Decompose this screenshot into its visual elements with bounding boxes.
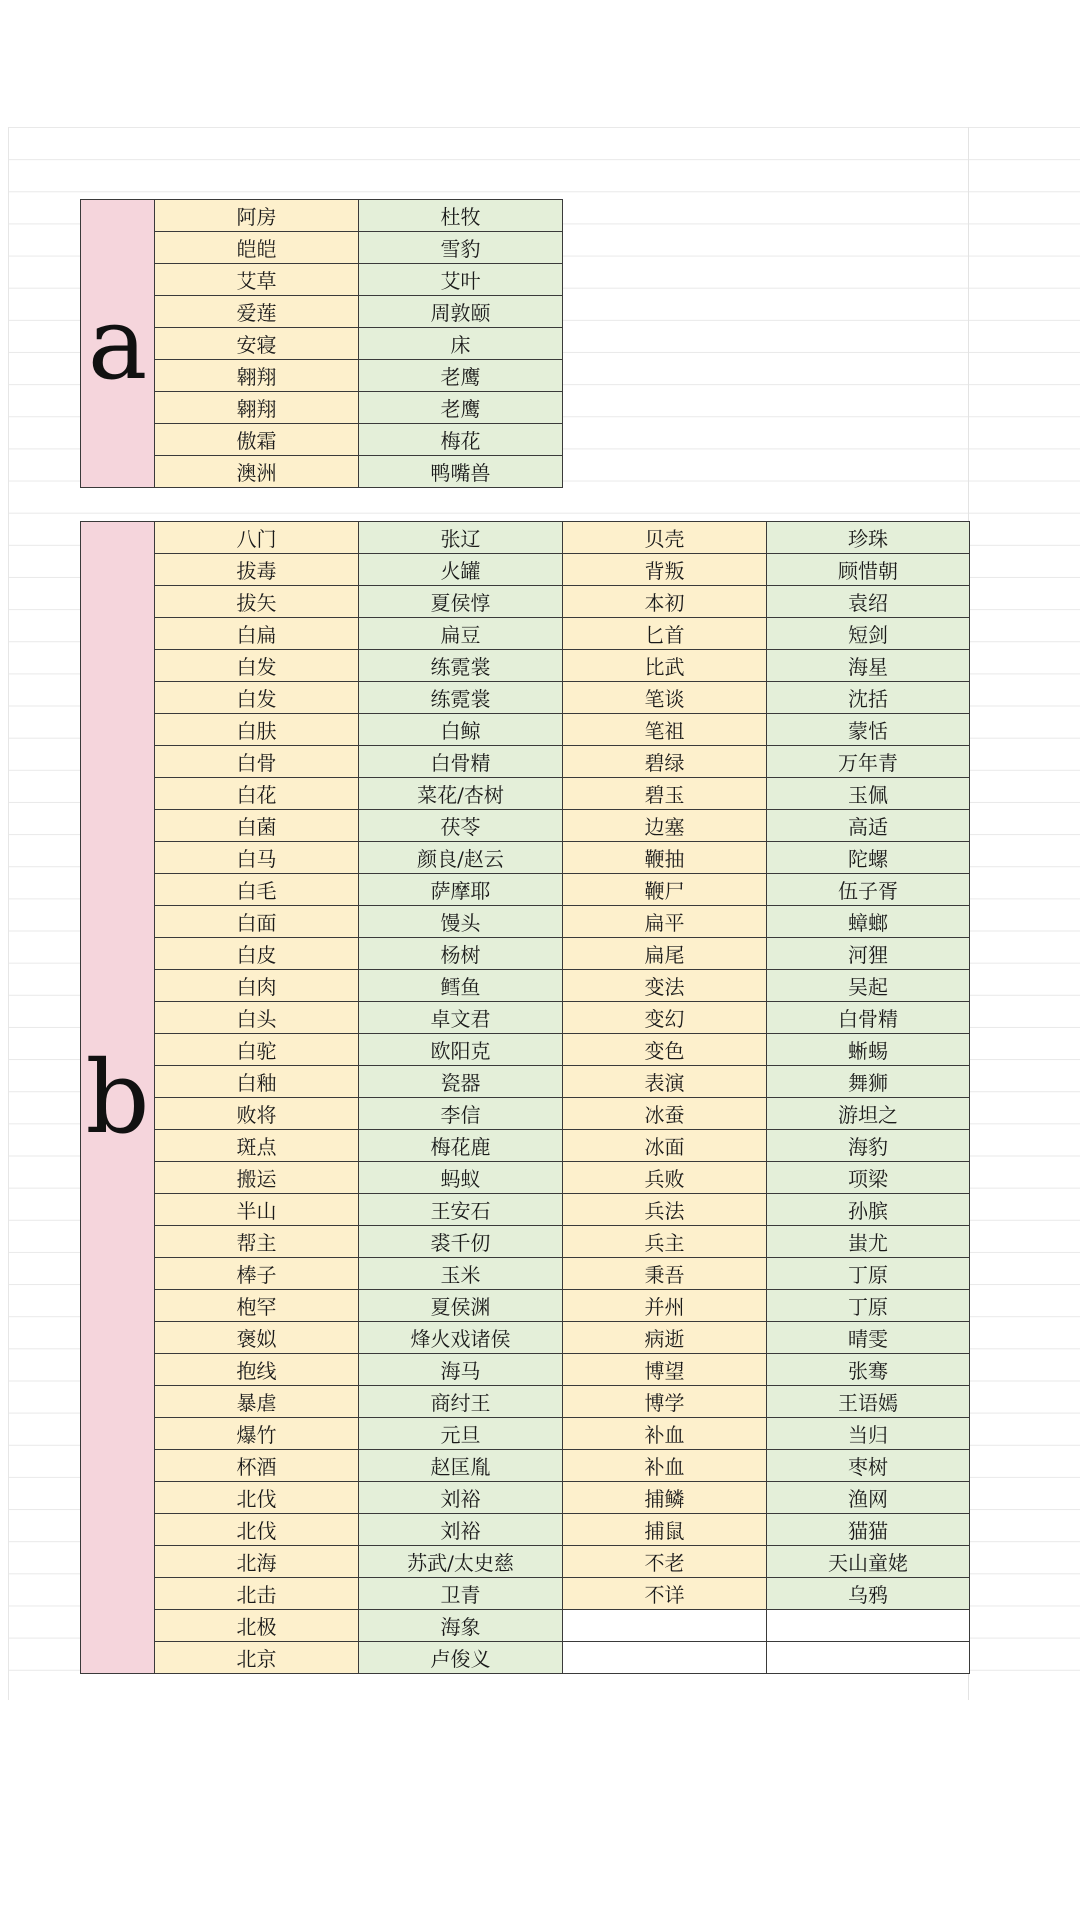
answer-cell[interactable]: 乌鸦 <box>767 1578 970 1610</box>
answer-cell[interactable]: 顾惜朝 <box>767 554 970 586</box>
keyword-cell[interactable]: 扁尾 <box>563 938 767 970</box>
keyword-cell[interactable]: 阿房 <box>155 200 359 232</box>
answer-cell[interactable]: 雪豹 <box>359 232 563 264</box>
table-row <box>81 1130 970 1162</box>
keyword-cell[interactable]: 白发 <box>155 682 359 714</box>
answer-cell[interactable]: 当归 <box>767 1418 970 1450</box>
keyword-cell[interactable]: 白面 <box>155 906 359 938</box>
answer-cell[interactable]: 元旦 <box>359 1418 563 1450</box>
table-row <box>81 1514 970 1546</box>
keyword-cell[interactable]: 白骨 <box>155 746 359 778</box>
answer-cell[interactable]: 烽火戏诸侯 <box>359 1322 563 1354</box>
keyword-cell[interactable]: 博学 <box>563 1386 767 1418</box>
answer-cell[interactable]: 伍子胥 <box>767 874 970 906</box>
answer-cell[interactable]: 蚂蚁 <box>359 1162 563 1194</box>
answer-cell[interactable]: 游坦之 <box>767 1098 970 1130</box>
keyword-cell[interactable]: 败将 <box>155 1098 359 1130</box>
keyword-cell[interactable]: 拔矢 <box>155 586 359 618</box>
answer-cell[interactable]: 王语嫣 <box>767 1386 970 1418</box>
answer-cell[interactable]: 短剑 <box>767 618 970 650</box>
keyword-cell[interactable]: 匕首 <box>563 618 767 650</box>
answer-cell[interactable]: 火罐 <box>359 554 563 586</box>
table-row <box>81 1642 970 1674</box>
answer-cell[interactable]: 卫青 <box>359 1578 563 1610</box>
keyword-cell[interactable]: 斑点 <box>155 1130 359 1162</box>
answer-cell[interactable]: 蒙恬 <box>767 714 970 746</box>
keyword-cell[interactable]: 搬运 <box>155 1162 359 1194</box>
answer-cell[interactable]: 李信 <box>359 1098 563 1130</box>
keyword-cell[interactable]: 帮主 <box>155 1226 359 1258</box>
answer-cell[interactable]: 海豹 <box>767 1130 970 1162</box>
keyword-cell[interactable]: 暴虐 <box>155 1386 359 1418</box>
keyword-cell[interactable]: 边塞 <box>563 810 767 842</box>
keyword-cell[interactable] <box>563 1610 767 1642</box>
section-letter-b[interactable]: b <box>81 522 155 1674</box>
keyword-cell[interactable]: 兵法 <box>563 1194 767 1226</box>
answer-cell[interactable]: 瓷器 <box>359 1066 563 1098</box>
keyword-cell[interactable]: 白肤 <box>155 714 359 746</box>
keyword-cell[interactable]: 白马 <box>155 842 359 874</box>
answer-cell[interactable]: 王安石 <box>359 1194 563 1226</box>
table-row <box>81 842 970 874</box>
answer-cell[interactable] <box>767 1642 970 1674</box>
table-row <box>81 970 970 1002</box>
answer-cell[interactable]: 商纣王 <box>359 1386 563 1418</box>
answer-cell[interactable]: 床 <box>359 328 563 360</box>
keyword-cell[interactable]: 补血 <box>563 1450 767 1482</box>
section-a-table <box>80 199 563 488</box>
table-row <box>81 1450 970 1482</box>
keyword-cell[interactable]: 兵败 <box>563 1162 767 1194</box>
answer-cell[interactable]: 河狸 <box>767 938 970 970</box>
keyword-cell[interactable] <box>563 1642 767 1674</box>
answer-cell[interactable]: 玉佩 <box>767 778 970 810</box>
keyword-cell[interactable]: 兵主 <box>563 1226 767 1258</box>
answer-cell[interactable]: 练霓裳 <box>359 682 563 714</box>
table-row <box>81 1034 970 1066</box>
answer-cell[interactable]: 杨树 <box>359 938 563 970</box>
table-row <box>81 586 970 618</box>
section-letter-a[interactable]: a <box>81 200 155 488</box>
table-row <box>81 1002 970 1034</box>
answer-cell[interactable]: 夏侯渊 <box>359 1290 563 1322</box>
answer-cell[interactable]: 高适 <box>767 810 970 842</box>
answer-cell[interactable]: 茯苓 <box>359 810 563 842</box>
keyword-cell[interactable]: 鞭尸 <box>563 874 767 906</box>
keyword-cell[interactable]: 博望 <box>563 1354 767 1386</box>
keyword-cell[interactable]: 北伐 <box>155 1482 359 1514</box>
keyword-cell[interactable]: 变法 <box>563 970 767 1002</box>
keyword-cell[interactable]: 白菌 <box>155 810 359 842</box>
answer-cell[interactable]: 项梁 <box>767 1162 970 1194</box>
answer-cell[interactable]: 苏武/太史慈 <box>359 1546 563 1578</box>
keyword-cell[interactable]: 鞭抽 <box>563 842 767 874</box>
keyword-cell[interactable]: 扁平 <box>563 906 767 938</box>
keyword-cell[interactable]: 比武 <box>563 650 767 682</box>
answer-cell[interactable]: 梅花鹿 <box>359 1130 563 1162</box>
keyword-cell[interactable]: 碧玉 <box>563 778 767 810</box>
keyword-cell[interactable]: 爱莲 <box>155 296 359 328</box>
table-row <box>81 1098 970 1130</box>
keyword-cell[interactable]: 翱翔 <box>155 360 359 392</box>
answer-cell[interactable]: 渔网 <box>767 1482 970 1514</box>
answer-cell[interactable]: 周敦颐 <box>359 296 563 328</box>
keyword-cell[interactable]: 北伐 <box>155 1514 359 1546</box>
table-row <box>81 1418 970 1450</box>
keyword-cell[interactable]: 傲霜 <box>155 424 359 456</box>
table-row <box>81 554 970 586</box>
keyword-cell[interactable]: 碧绿 <box>563 746 767 778</box>
answer-cell[interactable]: 张骞 <box>767 1354 970 1386</box>
keyword-cell[interactable]: 笔谈 <box>563 682 767 714</box>
keyword-cell[interactable]: 白肉 <box>155 970 359 1002</box>
answer-cell[interactable]: 枣树 <box>767 1450 970 1482</box>
answer-cell[interactable]: 陀螺 <box>767 842 970 874</box>
keyword-cell[interactable]: 白花 <box>155 778 359 810</box>
table-row <box>81 1546 970 1578</box>
keyword-cell[interactable]: 本初 <box>563 586 767 618</box>
table-row <box>81 714 970 746</box>
answer-cell[interactable]: 鳕鱼 <box>359 970 563 1002</box>
keyword-cell[interactable]: 皑皑 <box>155 232 359 264</box>
table-row <box>81 618 970 650</box>
table-row <box>81 1322 970 1354</box>
answer-cell[interactable]: 杜牧 <box>359 200 563 232</box>
answer-cell[interactable]: 梅花 <box>359 424 563 456</box>
answer-cell[interactable]: 吴起 <box>767 970 970 1002</box>
keyword-cell[interactable]: 并州 <box>563 1290 767 1322</box>
answer-cell[interactable]: 白鲸 <box>359 714 563 746</box>
keyword-cell[interactable]: 棒子 <box>155 1258 359 1290</box>
answer-cell[interactable]: 卢俊义 <box>359 1642 563 1674</box>
answer-cell[interactable]: 裘千仞 <box>359 1226 563 1258</box>
keyword-cell[interactable]: 白驼 <box>155 1034 359 1066</box>
answer-cell[interactable]: 蚩尤 <box>767 1226 970 1258</box>
answer-cell[interactable] <box>767 1610 970 1642</box>
answer-cell[interactable]: 欧阳克 <box>359 1034 563 1066</box>
answer-cell[interactable]: 沈括 <box>767 682 970 714</box>
answer-cell[interactable]: 白骨精 <box>767 1002 970 1034</box>
answer-cell[interactable]: 海象 <box>359 1610 563 1642</box>
answer-cell[interactable]: 练霓裳 <box>359 650 563 682</box>
keyword-cell[interactable]: 捕鳞 <box>563 1482 767 1514</box>
table-row <box>81 1482 970 1514</box>
answer-cell[interactable]: 珍珠 <box>767 522 970 554</box>
keyword-cell[interactable]: 拔毒 <box>155 554 359 586</box>
answer-cell[interactable]: 万年青 <box>767 746 970 778</box>
table-row <box>81 200 563 232</box>
answer-cell[interactable]: 卓文君 <box>359 1002 563 1034</box>
answer-cell[interactable]: 刘裕 <box>359 1514 563 1546</box>
table-row <box>81 1290 970 1322</box>
answer-cell[interactable]: 晴雯 <box>767 1322 970 1354</box>
table-row <box>81 650 970 682</box>
keyword-cell[interactable]: 抱线 <box>155 1354 359 1386</box>
table-row <box>81 1162 970 1194</box>
answer-cell[interactable]: 老鹰 <box>359 360 563 392</box>
keyword-cell[interactable]: 枹罕 <box>155 1290 359 1322</box>
keyword-cell[interactable]: 北击 <box>155 1578 359 1610</box>
table-row <box>81 810 970 842</box>
keyword-cell[interactable]: 变色 <box>563 1034 767 1066</box>
keyword-cell[interactable]: 白釉 <box>155 1066 359 1098</box>
keyword-cell[interactable]: 白皮 <box>155 938 359 970</box>
table-row <box>81 746 970 778</box>
keyword-cell[interactable]: 贝壳 <box>563 522 767 554</box>
answer-cell[interactable]: 夏侯惇 <box>359 586 563 618</box>
table-row <box>81 1066 970 1098</box>
answer-cell[interactable]: 鸭嘴兽 <box>359 456 563 488</box>
keyword-cell[interactable]: 病逝 <box>563 1322 767 1354</box>
keyword-cell[interactable]: 白扁 <box>155 618 359 650</box>
answer-cell[interactable]: 馒头 <box>359 906 563 938</box>
answer-cell[interactable]: 海星 <box>767 650 970 682</box>
keyword-cell[interactable]: 冰蚕 <box>563 1098 767 1130</box>
keyword-cell[interactable]: 表演 <box>563 1066 767 1098</box>
table-row <box>81 1258 970 1290</box>
answer-cell[interactable]: 玉米 <box>359 1258 563 1290</box>
keyword-cell[interactable]: 翱翔 <box>155 392 359 424</box>
table-row <box>81 938 970 970</box>
answer-cell[interactable]: 刘裕 <box>359 1482 563 1514</box>
table-row <box>81 874 970 906</box>
answer-cell[interactable]: 袁绍 <box>767 586 970 618</box>
answer-cell[interactable]: 赵匡胤 <box>359 1450 563 1482</box>
keyword-cell[interactable]: 捕鼠 <box>563 1514 767 1546</box>
answer-cell[interactable]: 张辽 <box>359 522 563 554</box>
answer-cell[interactable]: 蟑螂 <box>767 906 970 938</box>
table-row <box>81 522 970 554</box>
table-row <box>81 1194 970 1226</box>
table-row <box>81 1226 970 1258</box>
table-row <box>81 1610 970 1642</box>
answer-cell[interactable]: 舞狮 <box>767 1066 970 1098</box>
answer-cell[interactable]: 扁豆 <box>359 618 563 650</box>
keyword-cell[interactable]: 不老 <box>563 1546 767 1578</box>
keyword-cell[interactable]: 艾草 <box>155 264 359 296</box>
answer-cell[interactable]: 颜良/赵云 <box>359 842 563 874</box>
keyword-cell[interactable]: 白发 <box>155 650 359 682</box>
keyword-cell[interactable]: 半山 <box>155 1194 359 1226</box>
section-b-table <box>80 521 970 1674</box>
answer-cell[interactable]: 天山童姥 <box>767 1546 970 1578</box>
keyword-cell[interactable]: 笔祖 <box>563 714 767 746</box>
keyword-cell[interactable]: 白毛 <box>155 874 359 906</box>
keyword-cell[interactable]: 背叛 <box>563 554 767 586</box>
keyword-cell[interactable]: 不详 <box>563 1578 767 1610</box>
answer-cell[interactable]: 孙膑 <box>767 1194 970 1226</box>
answer-cell[interactable]: 丁原 <box>767 1290 970 1322</box>
keyword-cell[interactable]: 爆竹 <box>155 1418 359 1450</box>
keyword-cell[interactable]: 秉吾 <box>563 1258 767 1290</box>
keyword-cell[interactable]: 澳洲 <box>155 456 359 488</box>
keyword-cell[interactable]: 北极 <box>155 1610 359 1642</box>
keyword-cell[interactable]: 安寝 <box>155 328 359 360</box>
table-row <box>81 778 970 810</box>
keyword-cell[interactable]: 褒姒 <box>155 1322 359 1354</box>
keyword-cell[interactable]: 北京 <box>155 1642 359 1674</box>
table-row <box>81 906 970 938</box>
answer-cell[interactable]: 艾叶 <box>359 264 563 296</box>
answer-cell[interactable]: 菜花/杏树 <box>359 778 563 810</box>
answer-cell[interactable]: 蜥蜴 <box>767 1034 970 1066</box>
answer-cell[interactable]: 海马 <box>359 1354 563 1386</box>
answer-cell[interactable]: 丁原 <box>767 1258 970 1290</box>
keyword-cell[interactable]: 白头 <box>155 1002 359 1034</box>
keyword-cell[interactable]: 北海 <box>155 1546 359 1578</box>
keyword-cell[interactable]: 变幻 <box>563 1002 767 1034</box>
keyword-cell[interactable]: 冰面 <box>563 1130 767 1162</box>
table-row <box>81 1386 970 1418</box>
table-row <box>81 682 970 714</box>
answer-cell[interactable]: 白骨精 <box>359 746 563 778</box>
table-row <box>81 1578 970 1610</box>
answer-cell[interactable]: 老鹰 <box>359 392 563 424</box>
keyword-cell[interactable]: 八门 <box>155 522 359 554</box>
keyword-cell[interactable]: 杯酒 <box>155 1450 359 1482</box>
keyword-cell[interactable]: 补血 <box>563 1418 767 1450</box>
table-row <box>81 1354 970 1386</box>
answer-cell[interactable]: 萨摩耶 <box>359 874 563 906</box>
answer-cell[interactable]: 猫猫 <box>767 1514 970 1546</box>
